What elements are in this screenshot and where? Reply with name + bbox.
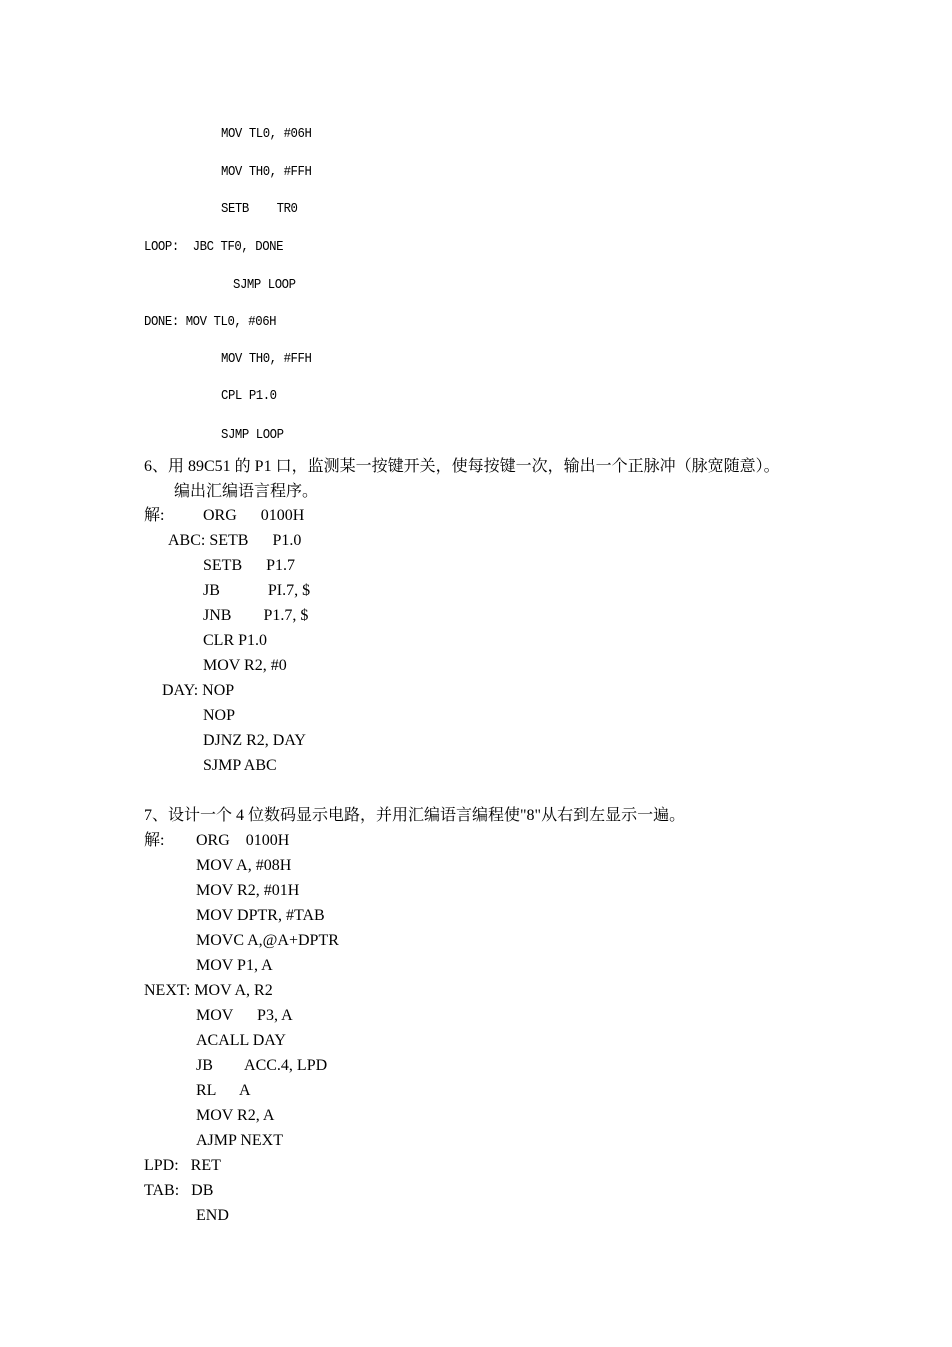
code-line: SETB TR0 xyxy=(221,201,298,217)
code-line: RL A xyxy=(196,1082,251,1099)
code-line: JB PI.7, $ xyxy=(203,582,311,599)
code-line: LOOP: JBC TF0, DONE xyxy=(144,239,284,255)
code-line: ACALL DAY xyxy=(196,1032,286,1049)
code-line: CLR P1.0 xyxy=(203,632,268,649)
code-line: AJMP NEXT xyxy=(196,1132,283,1149)
code-line: MOV R2, #01H xyxy=(196,882,300,899)
code-line: NEXT: MOV A, R2 xyxy=(144,982,273,999)
code-line: SJMP LOOP xyxy=(221,427,284,443)
code-line: MOV DPTR, #TAB xyxy=(196,907,325,924)
question-7-text: 7、设计一个 4 位数码显示电路，并用汇编语言编程使"8"从右到左显示一遍。 xyxy=(144,807,686,824)
code-line: MOVC A,@A+DPTR xyxy=(196,932,339,949)
code-line: DAY: NOP xyxy=(162,682,235,699)
code-line: SJMP ABC xyxy=(203,757,277,774)
code-line: MOV TH0, #FFH xyxy=(221,164,312,180)
code-line: DJNZ R2, DAY xyxy=(203,732,306,749)
code-line: ORG 0100H xyxy=(203,507,305,524)
answer-label: 解: xyxy=(144,832,165,849)
code-line: SETB P1.7 xyxy=(203,557,296,574)
code-line: MOV P1, A xyxy=(196,957,273,974)
code-line: JNB P1.7, $ xyxy=(203,607,309,624)
question-6-text: 6、用 89C51 的 P1 口，监测某一按键开关，使每按键一次，输出一个正脉冲（脉宽随意）。 xyxy=(144,458,780,475)
code-line: NOP xyxy=(203,707,236,724)
code-line: JB ACC.4, LPD xyxy=(196,1057,328,1074)
answer-label: 解: xyxy=(144,507,165,524)
code-line: DONE: MOV TL0, #06H xyxy=(144,314,277,330)
question-6-text-continued: 编出汇编语言程序。 xyxy=(174,483,319,500)
code-line: MOV A, #08H xyxy=(196,857,292,874)
code-line: END xyxy=(196,1207,229,1224)
code-line: MOV TH0, #FFH xyxy=(221,351,312,367)
code-line: TAB: DB xyxy=(144,1182,214,1199)
code-line: ORG 0100H xyxy=(196,832,290,849)
code-line: LPD: RET xyxy=(144,1157,221,1174)
code-line: ABC: SETB P1.0 xyxy=(168,532,302,549)
code-line: MOV R2, #0 xyxy=(203,657,287,674)
code-line: MOV TL0, #06H xyxy=(221,126,312,142)
code-line: SJMP LOOP xyxy=(233,277,296,293)
code-line: CPL P1.0 xyxy=(221,388,277,404)
code-line: MOV R2, A xyxy=(196,1107,275,1124)
code-line: MOV P3, A xyxy=(196,1007,293,1024)
